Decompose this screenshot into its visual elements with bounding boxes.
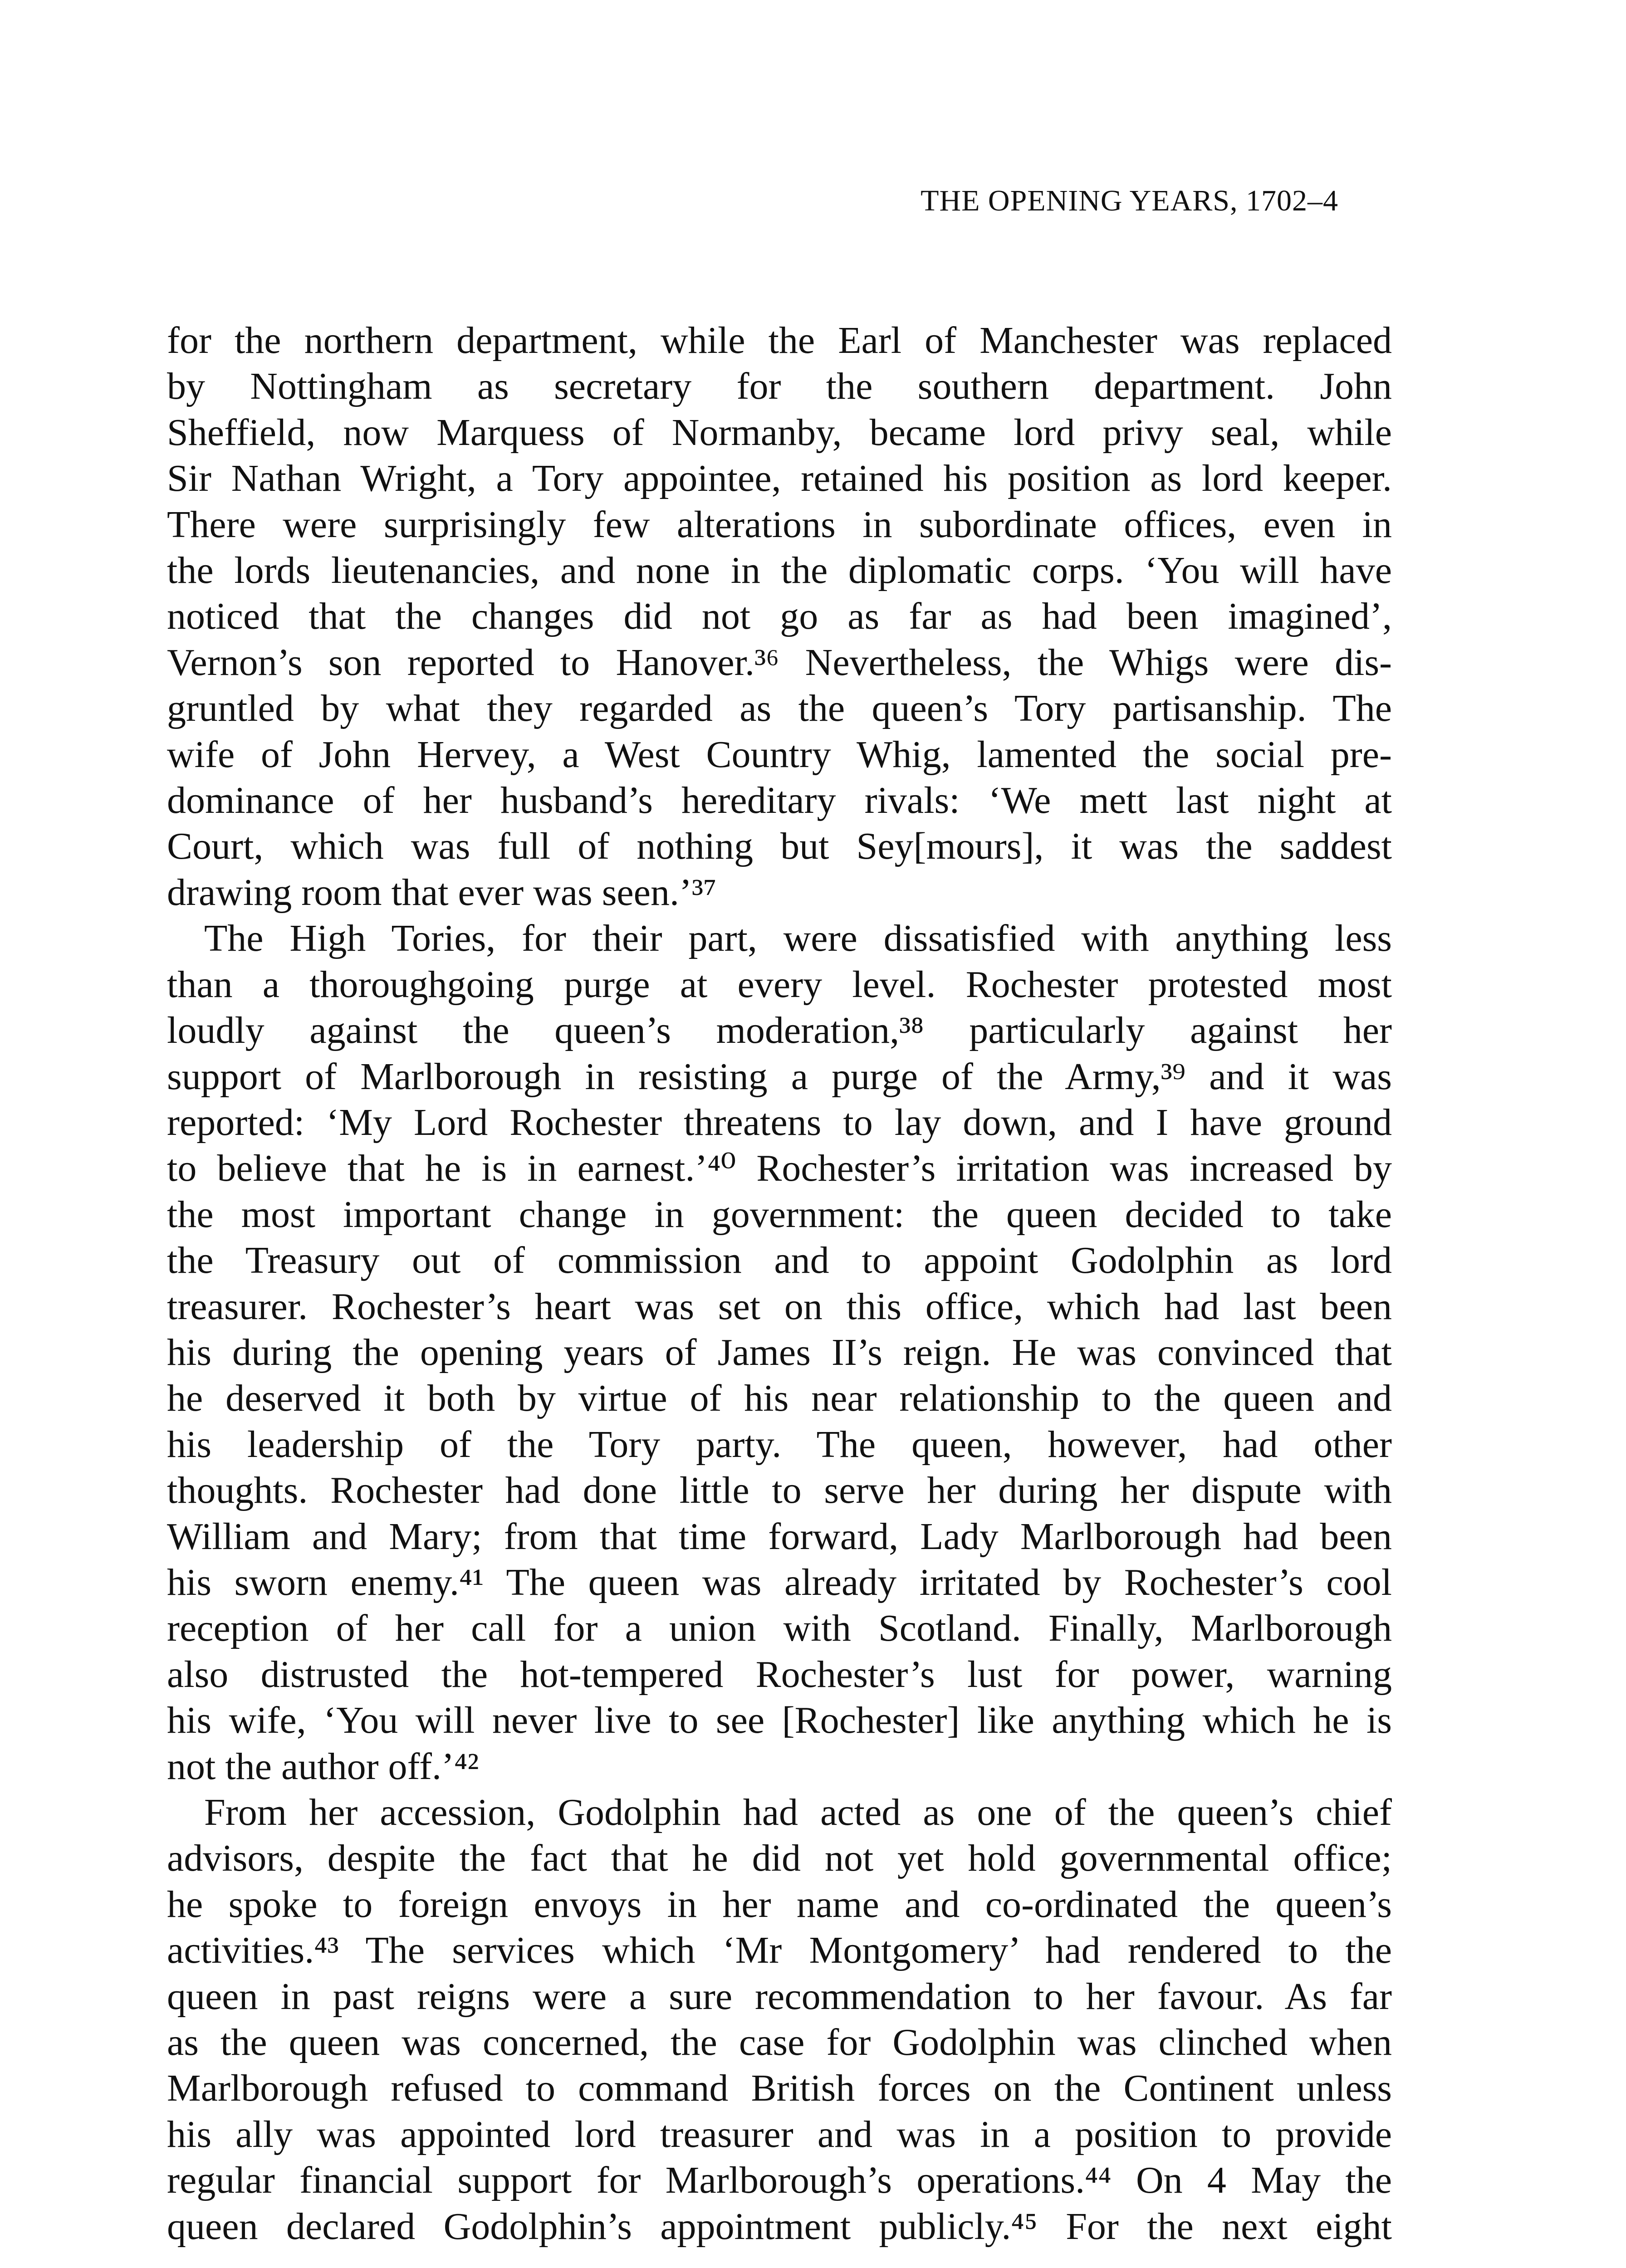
text-line: reported: ‘My Lord Rochester threatens to lay down, and I have ground	[167, 1101, 1392, 1144]
text-line: than a thoroughgoing purge at every level. Rochester protested most	[167, 963, 1392, 1006]
text-line: he spoke to foreign envoys in her name and co-ordinated the queen’s	[167, 1883, 1392, 1926]
text-line: thoughts. Rochester had done little to serve her during her dispute with	[167, 1469, 1392, 1512]
paragraph-3	[167, 1789, 1392, 2249]
text-line: support of Marlborough in resisting a purge of the Army,³⁹ and it was	[167, 1055, 1392, 1098]
paragraph-2	[167, 915, 1392, 1789]
text-line: William and Mary; from that time forward, Lady Marlborough had been	[167, 1515, 1392, 1558]
text-line: as the queen was concerned, the case for Godolphin was clinched when	[167, 2021, 1392, 2064]
text-line: his leadership of the Tory party. The queen, however, had other	[167, 1423, 1392, 1466]
paragraph-1	[167, 318, 1392, 915]
body-text	[167, 318, 1392, 2249]
text-line: Sheffield, now Marquess of Normanby, became lord privy seal, while	[167, 411, 1392, 454]
text-line: the lords lieutenancies, and none in the diplomatic corps. ‘You will have	[167, 549, 1392, 592]
text-line: queen declared Godolphin’s appointment publicly.⁴⁵ For the next eight	[167, 2205, 1392, 2248]
text-line: to believe that he is in earnest.’⁴⁰ Rochester’s irritation was increased by	[167, 1147, 1392, 1190]
text-line: also distrusted the hot-tempered Rochester’s lust for power, warning	[167, 1653, 1392, 1696]
text-line: his wife, ‘You will never live to see [Rochester] like anything which he is	[167, 1699, 1392, 1742]
text-line: advisors, despite the fact that he did not yet hold governmental office;	[167, 1837, 1392, 1880]
text-line: Sir Nathan Wright, a Tory appointee, retained his position as lord keeper.	[167, 457, 1392, 500]
text-line: drawing room that ever was seen.’³⁷	[167, 871, 717, 914]
text-line: for the northern department, while the Earl of Manchester was replaced	[167, 319, 1392, 362]
text-line: There were surprisingly few alterations in subordinate offices, even in	[167, 503, 1392, 546]
text-line: queen in past reigns were a sure recommendation to her favour. As far	[167, 1975, 1392, 2018]
text-line: activities.⁴³ The services which ‘Mr Montgomery’ had rendered to the	[167, 1929, 1392, 1972]
text-line: the most important change in government: the queen decided to take	[167, 1193, 1392, 1236]
text-line: The High Tories, for their part, were dissatisfied with anything less	[204, 917, 1392, 960]
text-line: dominance of her husband’s hereditary rivals: ‘We mett last night at	[167, 779, 1392, 822]
text-line: From her accession, Godolphin had acted as one of the queen’s chief	[204, 1791, 1392, 1833]
text-line: loudly against the queen’s moderation,³⁸ particularly against her	[167, 1009, 1392, 1052]
text-line: he deserved it both by virtue of his near relationship to the queen and	[167, 1377, 1392, 1420]
text-line: reception of her call for a union with Scotland. Finally, Marlborough	[167, 1607, 1392, 1650]
text-line: wife of John Hervey, a West Country Whig, lamented the social pre-	[167, 733, 1392, 776]
text-line: not the author off.’⁴²	[167, 1745, 479, 1788]
text-line: Court, which was full of nothing but Sey[mours], it was the saddest	[167, 825, 1392, 868]
text-line: his during the opening years of James II’s reign. He was convinced that	[167, 1331, 1392, 1374]
text-line: regular financial support for Marlborough’s operations.⁴⁴ On 4 May the	[167, 2159, 1392, 2202]
text-line: noticed that the changes did not go as far as had been imagined’,	[167, 595, 1392, 638]
text-line: Vernon’s son reported to Hanover.³⁶ Nevertheless, the Whigs were dis-	[167, 641, 1392, 684]
running-head: THE OPENING YEARS, 1702–4	[921, 184, 1338, 217]
text-line: the Treasury out of commission and to appoint Godolphin as lord	[167, 1239, 1392, 1282]
text-line: by Nottingham as secretary for the southern department. John	[167, 365, 1392, 408]
text-line: gruntled by what they regarded as the queen’s Tory partisanship. The	[167, 687, 1392, 730]
text-line: his sworn enemy.⁴¹ The queen was already irritated by Rochester’s cool	[167, 1561, 1392, 1603]
text-line: treasurer. Rochester’s heart was set on this office, which had last been	[167, 1285, 1392, 1328]
text-line: his ally was appointed lord treasurer and was in a position to provide	[167, 2113, 1392, 2156]
text-line: Marlborough refused to command British forces on the Continent unless	[167, 2067, 1392, 2110]
